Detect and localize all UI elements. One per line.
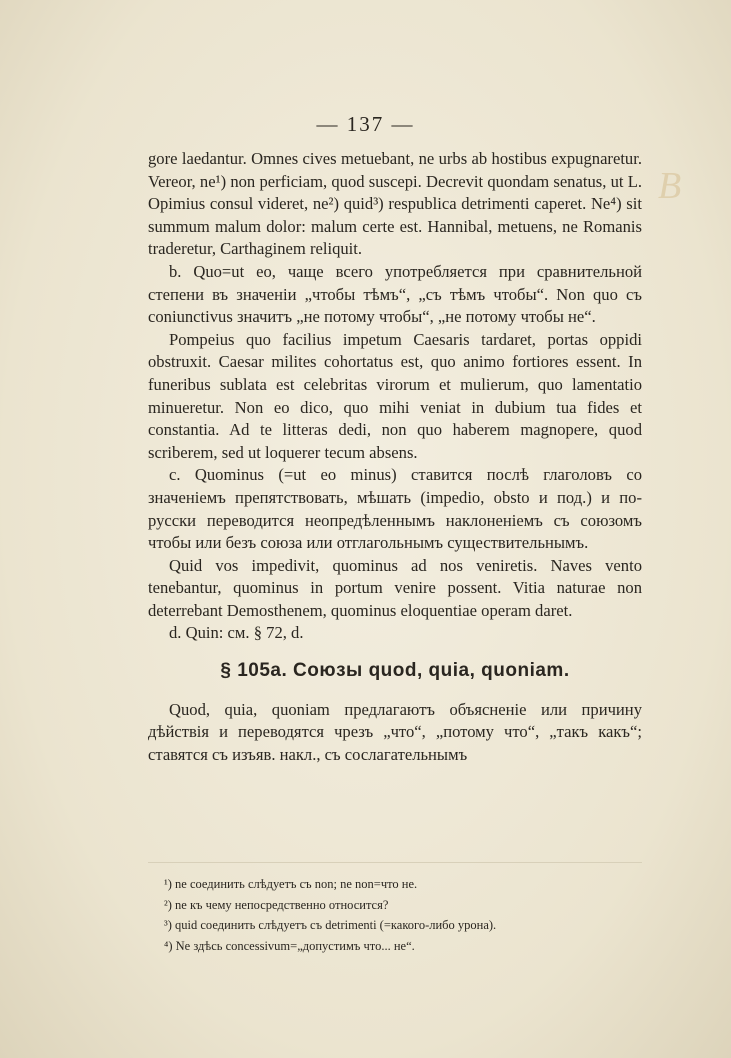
footnotes (148, 874, 642, 956)
margin-mark: В (658, 165, 682, 207)
paragraph-quo-examples: Pompeius quo facilius impetum Caesaris tardaret, portas oppidi obstruxit. Caesar milites cohortatus est, quo animo fortiores essent. In funeribus sublata est celebritas virorum et mulierum, quo lamentatio minueretur. Non eo dico, quo mihi veniat in dubium tua fides et constantia. Ad te litteras dedi, non quo haberem magnopere, quod scriberem, sed ut loquerer tecum absens. (148, 329, 642, 462)
paragraph-quominus-examples: Quid vos impedivit, quominus ad nos veniretis. Naves vento tenebantur, quominus in portum venire possent. Vitia naturae non deterrebant Demosthenem, quominus eloquentiae operam daret. (148, 555, 642, 620)
footnote-divider (148, 862, 642, 863)
footnote-2: ²) ne къ чему непосредственно относится? (164, 897, 389, 912)
footnote-3: ³) quid соединить слѣдуетъ съ detrimenti (=какого-либо урона). (164, 918, 497, 932)
paragraph-quin-ref: d. Quin: см. § 72, d. (169, 623, 304, 643)
paragraph-ne-examples: gore laedantur. Omnes cives metuebant, ne urbs ab hostibus expugnaretur. Vereor, ne¹) non perficiam, quod suscepi. Decrevit quondam senatus, ut L. Opimius consul videret, ne²) quid³) respublica detrimenti caperet. Ne⁴) sit summum malum dolor: malum certe est. Hannibal, metuens, ne Romanis traderetur, Carthaginem reliquit. (148, 149, 642, 259)
main-text (148, 148, 642, 766)
section-heading: § 105a. Союзы quod, quia, quoniam. (220, 660, 570, 682)
footnote-4: ⁴) Ne здѣсь concessivum=„допустимъ что... не“. (164, 938, 415, 953)
paragraph-quominus-rule: c. Quominus (=ut eo minus) ставится послѣ глаголовъ со значеніемъ препятствовать, мѣшать (impedio, obsto и под.) и по-русски переводится неопредѣленнымъ наклоненіемъ съ союзомъ чтобы или безъ союза или отглагольнымъ существительнымъ. (148, 465, 642, 553)
page-number: — 137 — (316, 112, 415, 136)
paragraph-quo-rule: b. Quo=ut eo, чаще всего употребляется при сравнительной степени въ значеніи „чтобы тѣмъ“, „съ тѣмъ чтобы“. Non quo съ coniunctivus значитъ „не потому чтобы“, „не потому чтобы не“. (148, 261, 642, 327)
paragraph-quod-rule: Quod, quia, quoniam предлагаютъ объясненіе или причину дѣйствія и переводятся чрезъ „что“, „потому что“, „такъ какъ“; ставятся съ изъяв. накл., съ сослагательнымъ (148, 699, 642, 764)
footnote-1: ¹) ne соединить слѣдуетъ съ non; ne non=что не. (164, 877, 418, 891)
